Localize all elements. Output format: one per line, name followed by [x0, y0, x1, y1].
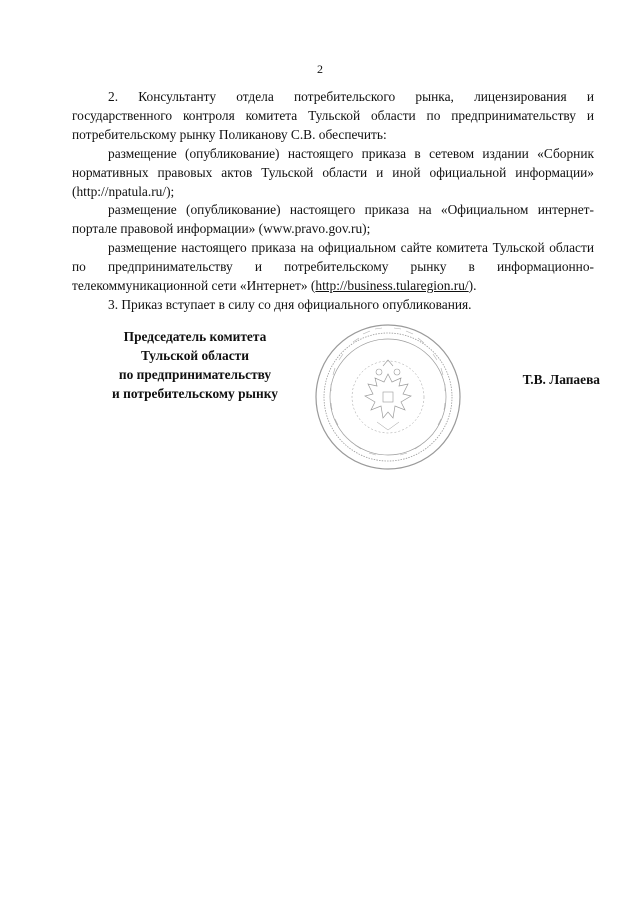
paragraph-pravo: размещение (опубликование) настоящего приказа на «Официальном интернет-портале правовой информации» (www.pravo.gov.ru); [72, 202, 594, 237]
paragraph-item-2: 2. Консультанту отдела потребительского рынка, лицензирования и государственного контроля комитета Тульской области по предпринимательству и потребительскому рынку Поликанову С.В. обеспечить: [72, 89, 594, 142]
paragraph-business-site [72, 239, 594, 296]
paragraph-business-closing: ). [468, 278, 477, 294]
signatory-title-line: Тульской области [141, 347, 249, 363]
paragraph-item-3: 3. Приказ вступает в силу со дня официального опубликования. [108, 296, 472, 312]
page-number: 2 [317, 62, 323, 76]
paragraph-business-text: размещение настоящего приказа на официальном сайте комитета Тульской области по предпринимательству и потребительскому рынку в информационно-телекоммуникационной сети «Интернет» ( [72, 240, 594, 294]
paragraph-npatula: размещение (опубликование) настоящего приказа в сетевом издании «Сборник нормативных правовых актов Тульской области и иной официальной информации» (http://npatula.ru/); [72, 145, 594, 199]
signatory-name: Т.В. Лапаева [522, 372, 600, 387]
signatory-title [90, 328, 300, 404]
document-body [72, 88, 594, 315]
business-site-link[interactable]: http://business.tularegion.ru/ [315, 278, 469, 294]
signatory-title-line: и потребительскому рынку [112, 385, 278, 401]
signatory-title-line: по предпринимательству [118, 366, 272, 382]
official-seal-icon [313, 322, 463, 472]
signatory-title-line: Председатель комитета [123, 329, 267, 344]
